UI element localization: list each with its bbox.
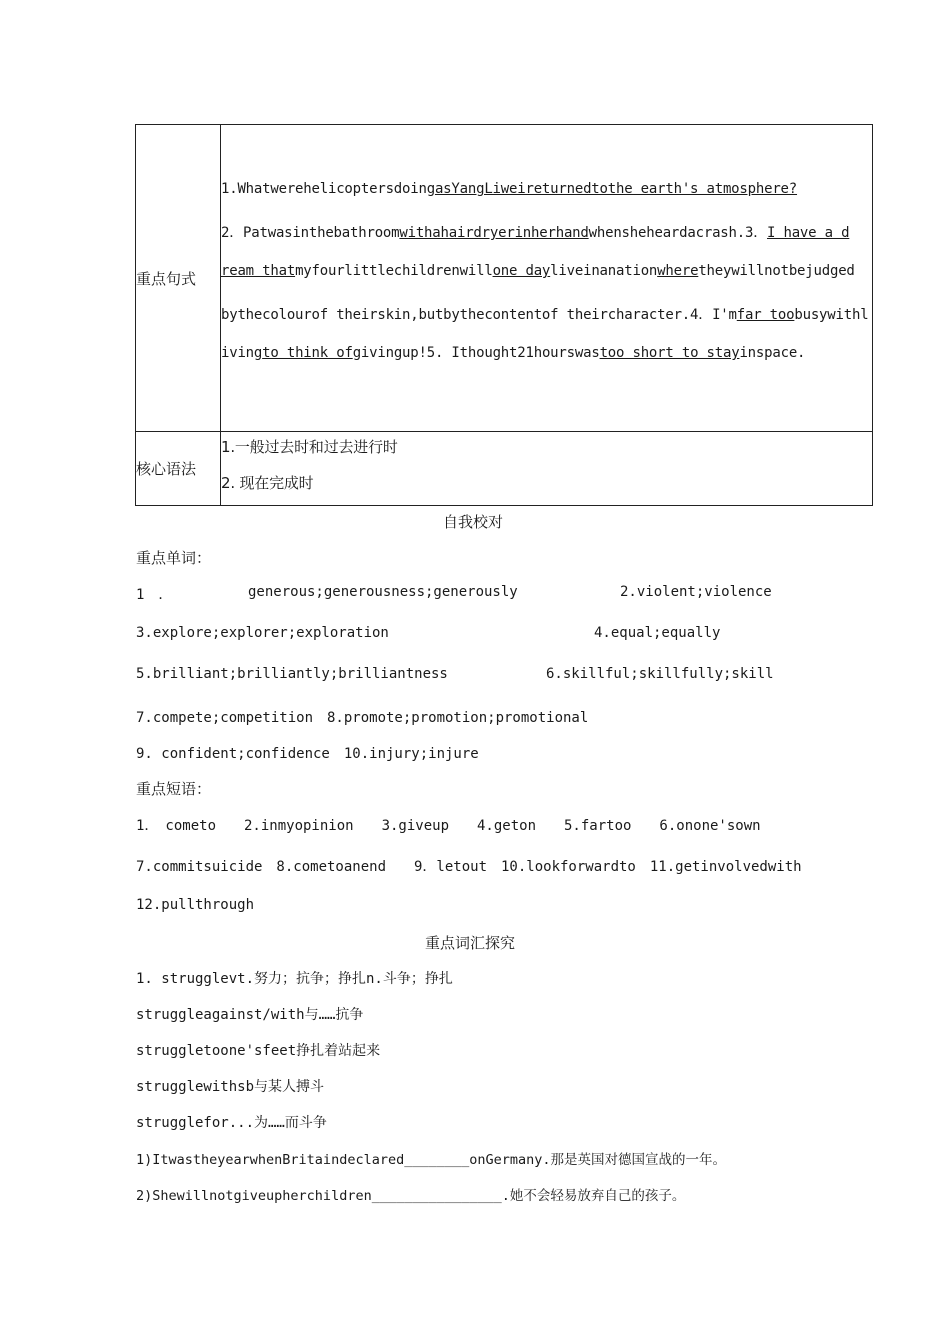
- word-9-10: 9. confident;confidence 10.injury;injure: [136, 746, 479, 762]
- word-7-8: 7.compete;competition 8.promote;promotion;promotional: [136, 710, 589, 726]
- word-5: 5.brilliant;brilliantly;brilliantness: [136, 666, 448, 682]
- vocab-line-2: struggleagainst/with与……抗争: [136, 1007, 364, 1023]
- word-3: 3.explore;explorer;exploration: [136, 625, 389, 641]
- key-sentences-cell: [221, 125, 873, 432]
- row-label-core-grammar: 核心语法: [136, 432, 221, 506]
- sentence-line-5: ivingto think ofgivingup!5. Ithought21hourswastoo short to stayinspace.: [221, 345, 806, 361]
- row-label-key-sentences: 重点句式: [136, 125, 221, 432]
- grammar-line-2: 2. 现在完成时: [221, 474, 314, 492]
- summary-table: [135, 124, 873, 506]
- grammar-line-1: 1.一般过去时和过去进行时: [221, 438, 398, 456]
- vocab-line-3: struggletoone'sfeet挣扎着站起来: [136, 1043, 381, 1059]
- self-check-title: 自我校对: [443, 513, 504, 531]
- sentence-line-1: 1.WhatwerehelicoptersdoingasYangLiweireturnedtothe earth's atmosphere?: [221, 181, 798, 197]
- vocab-line-4: strugglewithsb与某人搏斗: [136, 1079, 325, 1095]
- core-grammar-cell: [221, 432, 873, 506]
- sentence-line-2: 2．Patwasinthebathroomwithahairdryerinherhandwhensheheardacrash.3．I have a d: [221, 225, 850, 241]
- phrases-line-2: 7.commitsuicide 8.cometoanend 9．letout 10.lookforwardto 11.getinvolvedwith: [136, 859, 802, 875]
- exercise-1: 1)ItwastheyearwhenBritaindeclared________onGermany.那是英国对德国宣战的一年。: [136, 1152, 727, 1168]
- vocab-title: 重点词汇探究: [425, 934, 516, 952]
- sentence-line-4: bythecolourof theirskin,butbythecontentof theircharacter.4．I'mfar toobusywithl: [221, 307, 869, 323]
- vocab-line-5: strugglefor...为……而斗争: [136, 1115, 327, 1131]
- phrases-heading: 重点短语：: [136, 780, 212, 798]
- phrases-line-1: 1． cometo 2.inmyopinion 3.giveup 4.geton 5.fartoo 6.onone'sown: [136, 818, 761, 834]
- word-6: 6.skillful;skillfully;skill: [546, 666, 774, 682]
- word-1-number: 1 ．: [136, 587, 173, 603]
- word-2: 2.violent;violence: [620, 584, 772, 600]
- phrases-line-3: 12.pullthrough: [136, 897, 255, 913]
- sentence-line-3: ream thatmyfourlittlechildrenwillone dayliveinanationwheretheywillnotbejudged: [221, 263, 855, 279]
- word-1: generous;generousness;generously: [248, 584, 518, 600]
- exercise-2: 2)Shewillnotgiveupherchildren________________.她不会轻易放弃自己的孩子。: [136, 1188, 686, 1204]
- words-heading: 重点单词：: [136, 549, 212, 567]
- vocab-line-1: 1. strugglevt.努力；抗争；挣扎n.斗争；挣扎: [136, 971, 453, 987]
- word-4: 4.equal;equally: [594, 625, 721, 641]
